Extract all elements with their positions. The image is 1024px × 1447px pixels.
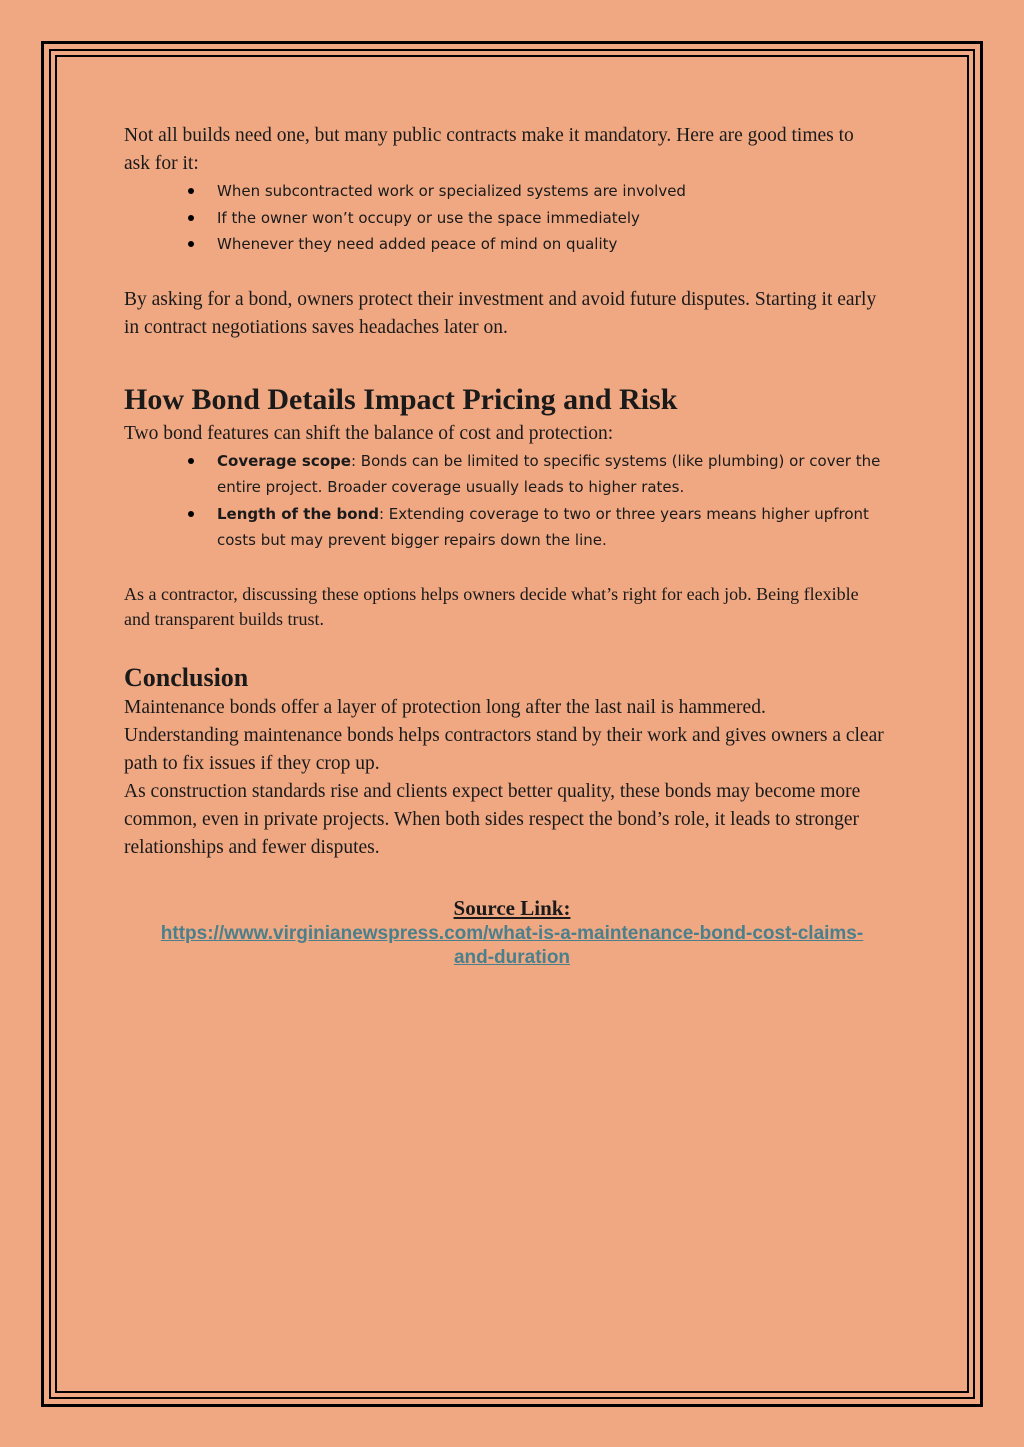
bullet-term: Length of the bond bbox=[217, 504, 379, 523]
bullet-term: Coverage scope bbox=[217, 451, 351, 470]
source-link[interactable] bbox=[124, 922, 900, 970]
bullet-text: : Extending coverage to two or three years means higher upfront costs but may prevent bigger repairs down the line. bbox=[217, 504, 869, 549]
section2-bullet-list bbox=[124, 448, 884, 554]
conclusion-heading: Conclusion bbox=[124, 662, 249, 692]
source-block bbox=[124, 894, 900, 970]
conclusion-paragraph-1: Maintenance bonds offer a layer of protection long after the last nail is hammered. Understanding maintenance bonds helps contractors stand by their work and gives owners a clear path to fix issues if they crop up. bbox=[124, 696, 884, 774]
list-item bbox=[217, 501, 884, 554]
document-body bbox=[124, 122, 884, 862]
section1-closing: By asking for a bond, owners protect their investment and avoid future disputes. Starting it early in contract negotiations saves headaches later on. bbox=[124, 288, 877, 338]
list-item: Whenever they need added peace of mind on quality bbox=[217, 231, 884, 258]
section2-intro: Two bond features can shift the balance of cost and protection: bbox=[124, 422, 614, 444]
list-item: When subcontracted work or specialized systems are involved bbox=[217, 178, 884, 205]
source-link-line-2: and-duration bbox=[453, 947, 571, 968]
bullet-text: : Bonds can be limited to specific systems (like plumbing) or cover the entire project. Broader coverage usually leads to higher rates. bbox=[217, 451, 881, 496]
source-link-line-1: https://www.virginianewspress.com/what-is-a-maintenance-bond-cost-claims- bbox=[160, 923, 864, 944]
section1-intro: Not all builds need one, but many public contracts make it mandatory. Here are good times to ask for it: bbox=[124, 125, 854, 174]
section1-bullet-list bbox=[124, 178, 884, 258]
source-label: Source Link: bbox=[453, 896, 571, 920]
list-item: If the owner won’t occupy or use the space immediately bbox=[217, 205, 884, 232]
conclusion-paragraph-2: As construction standards rise and clients expect better quality, these bonds may become more common, even in private projects. When both sides respect the bond’s role, it leads to stronger relationships and fewer disputes. bbox=[124, 780, 861, 858]
list-item bbox=[217, 448, 884, 501]
section2-closing: As a contractor, discussing these options helps owners decide what’s right for each job. Being flexible and transparent builds trust. bbox=[124, 583, 859, 629]
section2-heading: How Bond Details Impact Pricing and Risk bbox=[124, 382, 678, 416]
